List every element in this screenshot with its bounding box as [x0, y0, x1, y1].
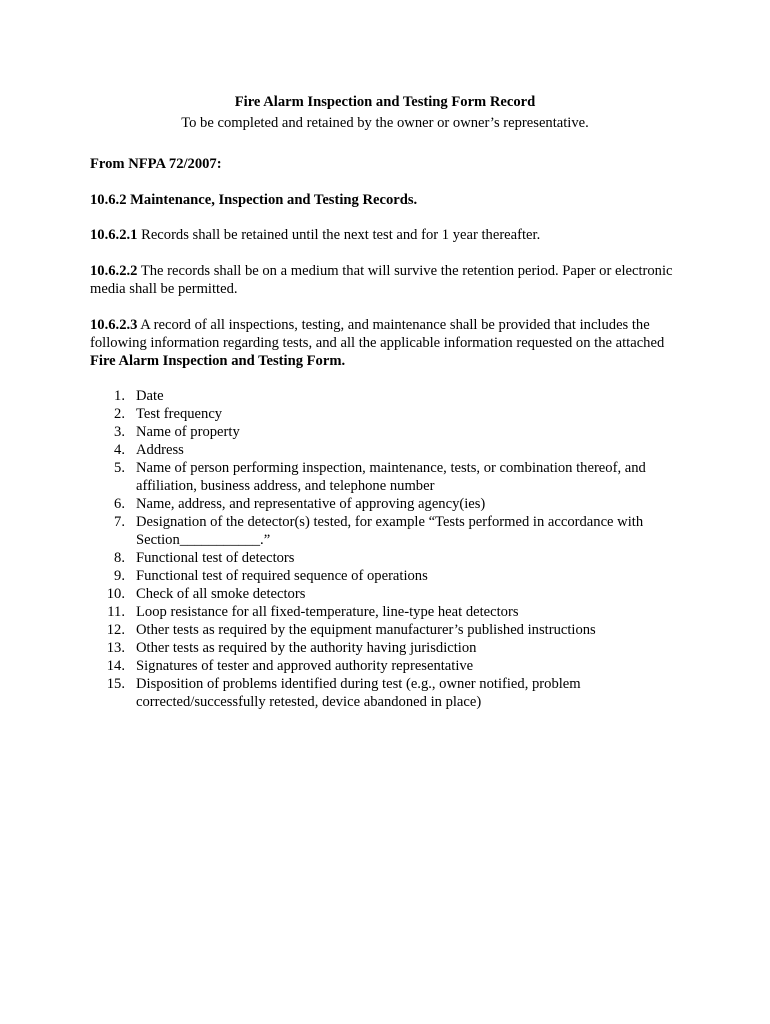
form-name-emphasis: Fire Alarm Inspection and Testing Form.: [90, 353, 346, 369]
list-item-text: Disposition of problems identified during test (e.g., owner notified, problem corrected/successfully retested, device abandoned in place): [136, 676, 581, 710]
list-item-text: Other tests as required by the equipment manufacturer’s published instructions: [136, 622, 596, 638]
paragraph-number: 10.6.2.1: [90, 227, 138, 243]
list-item-number: 3.: [114, 424, 125, 440]
list-item-number: 12.: [106, 622, 125, 638]
list-item-text: Date: [136, 388, 164, 404]
list-item: [90, 603, 690, 621]
list-item: [90, 513, 690, 549]
list-item: [90, 423, 690, 441]
list-item: [90, 405, 690, 423]
document-subtitle: To be completed and retained by the owner or owner’s representative.: [181, 115, 589, 131]
paragraph-text: The records shall be on a medium that will survive the retention period. Paper or electronic media shall be permitted.: [90, 263, 673, 297]
list-item-text: Designation of the detector(s) tested, for example “Tests performed in accordance with Section___________.”: [136, 514, 644, 548]
list-item-number: 15.: [106, 676, 125, 692]
paragraph-10-6-2-3: [90, 316, 690, 370]
list-item: [90, 639, 690, 657]
list-item-number: 9.: [114, 568, 125, 584]
list-item-number: 6.: [114, 496, 125, 512]
list-item-number: 5.: [114, 460, 125, 476]
paragraph-text: Records shall be retained until the next test and for 1 year thereafter.: [137, 227, 541, 243]
list-item: [90, 441, 690, 459]
list-item: [90, 621, 690, 639]
paragraph-text: A record of all inspections, testing, and maintenance shall be provided that includes the following information regarding tests, and all the applicable information requested on the attached: [90, 317, 665, 351]
list-item: [90, 549, 690, 567]
list-item-text: Functional test of required sequence of operations: [136, 568, 428, 584]
list-item-number: 7.: [114, 514, 125, 530]
list-item-number: 13.: [106, 640, 125, 656]
paragraph-number: 10.6.2.2: [90, 263, 138, 279]
list-item: [90, 459, 690, 495]
list-item: [90, 387, 690, 405]
list-item-number: 14.: [106, 658, 125, 674]
list-item-number: 11.: [107, 604, 125, 620]
list-item-number: 4.: [114, 442, 125, 458]
paragraph-10-6-2-2: [90, 262, 690, 298]
list-item-text: Check of all smoke detectors: [136, 586, 306, 602]
list-item-text: Name of person performing inspection, maintenance, tests, or combination thereof, and affiliation, business address, and telephone number: [136, 460, 646, 494]
list-item-text: Signatures of tester and approved authority representative: [136, 658, 474, 674]
document-title: Fire Alarm Inspection and Testing Form Record: [234, 94, 536, 110]
list-item-text: Name of property: [136, 424, 240, 440]
list-item: [90, 675, 690, 711]
source-reference: From NFPA 72/2007:: [90, 156, 222, 172]
list-item: [90, 495, 690, 513]
list-item-text: Other tests as required by the authority having jurisdiction: [136, 640, 477, 656]
list-item-number: 1.: [114, 388, 125, 404]
list-item-text: Name, address, and representative of approving agency(ies): [136, 496, 486, 512]
list-item-text: Functional test of detectors: [136, 550, 295, 566]
list-item-number: 8.: [114, 550, 125, 566]
required-information-list: [90, 387, 690, 711]
list-item: [90, 585, 690, 603]
paragraph-number: 10.6.2.3: [90, 317, 138, 333]
list-item-text: Test frequency: [136, 406, 223, 422]
section-heading: 10.6.2 Maintenance, Inspection and Testing Records.: [90, 192, 418, 208]
list-item: [90, 567, 690, 585]
list-item-text: Loop resistance for all fixed-temperature, line-type heat detectors: [136, 604, 519, 620]
list-item-text: Address: [136, 442, 184, 458]
list-item-number: 10.: [106, 586, 125, 602]
list-item-number: 2.: [114, 406, 125, 422]
list-item: [90, 657, 690, 675]
paragraph-10-6-2-1: [90, 226, 690, 244]
